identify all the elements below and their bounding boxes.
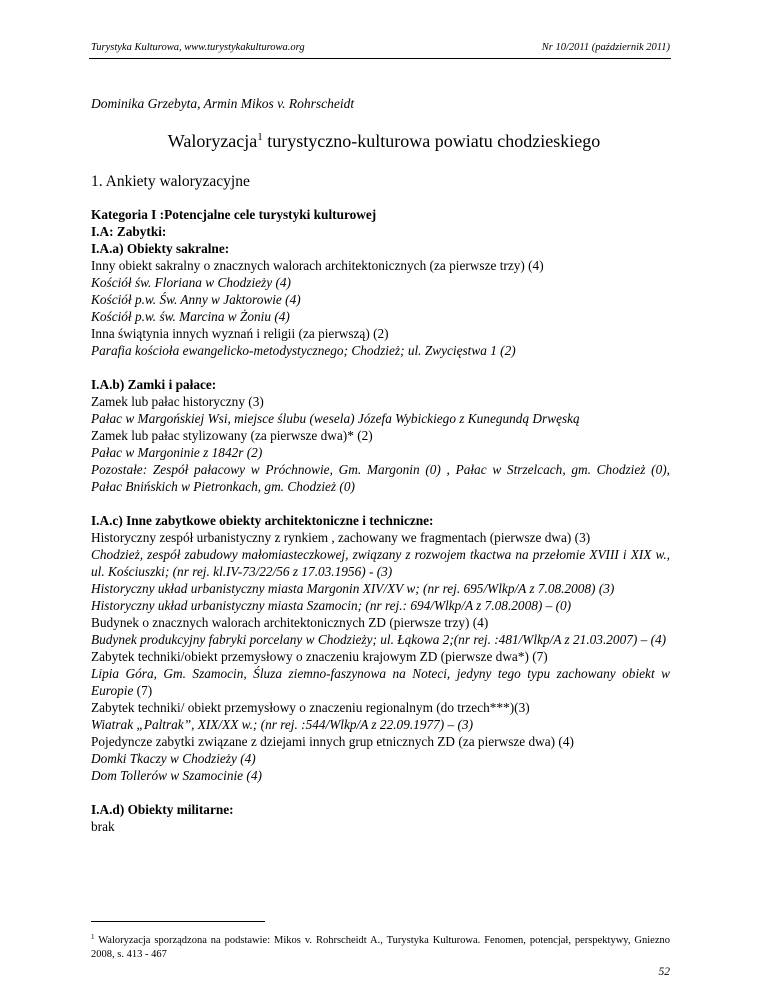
category-heading: Kategoria I :Potencjalne cele turystyki kulturowej [91, 207, 377, 222]
object-line: Parafia kościoła ewangelicko-metodystycznego; Chodzież; ul. Zwycięstwa 1 (2) [91, 343, 516, 358]
footnote-text: Waloryzacja sporządzona na podstawie: Mikos v. Rohrscheidt A., Turystyka Kulturowa. Fenomen, potencjał, perspektywy, Gniezno 2008, s. 413 - 467 [91, 935, 670, 960]
header-journal: Turystyka Kulturowa, www.turystykakulturowa.org [91, 42, 305, 53]
object-line-mixed [91, 665, 670, 699]
subsection-heading-a: I.A.a) Obiekty sakralne: [91, 241, 230, 256]
title-text-2: turystyczno-kulturowa powiatu chodzieskiego [262, 131, 601, 151]
criterion-line: Zamek lub pałac stylizowany (za pierwsze dwa)* (2) [91, 428, 373, 443]
footnote [91, 931, 670, 961]
header-issue: Nr 10/2011 (październik 2011) [541, 42, 670, 53]
object-line: Historyczny układ urbanistyczny miasta Szamocin; (nr rej.: 694/Wlkp/A z 7.08.2008) – (0) [91, 598, 572, 613]
subsection-heading-d: I.A.d) Obiekty militarne: [91, 802, 234, 817]
object-line: Pozostałe: Zespół pałacowy w Próchnowie, Gm. Margonin (0) , Pałac w Strzelcach, gm. Chodzież (0), Pałac Bnińskich w Pietronkach, gm. Chodzież (0) [91, 462, 670, 494]
object-line: Kościół p.w. św. Marcina w Żoniu (4) [91, 309, 290, 324]
footnote-rule [91, 921, 265, 922]
authors: Dominika Grzebyta, Armin Mikos v. Rohrscheidt [91, 96, 355, 111]
object-line: Dom Tollerów w Szamocinie (4) [91, 768, 262, 783]
section-heading: 1. Ankiety waloryzacyjne [91, 173, 250, 190]
object-line: Pałac w Margońskiej Wsi, miejsce ślubu (wesela) Józefa Wybickiego z Kunegundą Drwęską [91, 411, 580, 426]
body-text [91, 206, 670, 835]
footnote-ref[interactable]: 1 [257, 131, 263, 143]
article-title [0, 131, 768, 152]
criterion-line: Inny obiekt sakralny o znacznych walorach architektonicznych (za pierwsze trzy) (4) [91, 258, 544, 273]
footnote-number: 1 [91, 933, 95, 941]
criterion-line: Zabytek techniki/ obiekt przemysłowy o znaczeniu regionalnym (do trzech***)(3) [91, 700, 530, 715]
object-line: Kościół p.w. Św. Anny w Jaktorowie (4) [91, 292, 301, 307]
criterion-line: brak [91, 819, 115, 834]
object-line: Budynek produkcyjny fabryki porcelany w Chodzieży; ul. Łąkowa 2;(nr rej. :481/Wlkp/A z 21.03.2007) – (4) [91, 632, 667, 647]
object-text: Lipia Góra, Gm. Szamocin, Śluza ziemno-faszynowa na Noteci, jedyny tego typu zachowany obiekt w Europie [91, 666, 670, 698]
criterion-line: Inna świątynia innych wyznań i religii (za pierwszą) (2) [91, 326, 389, 341]
title-text-1: Waloryzacja [167, 131, 258, 151]
object-score: (7) [133, 683, 153, 698]
object-line: Historyczny układ urbanistyczny miasta Margonin XIV/XV w; (nr rej. 695/Wlkp/A z 7.08.2008) (3) [91, 581, 615, 596]
object-line: Pałac w Margoninie z 1842r (2) [91, 445, 263, 460]
criterion-line: Pojedyncze zabytki związane z dziejami innych grup etnicznych ZD (za pierwsze dwa) (4) [91, 734, 574, 749]
page-number: 52 [658, 966, 670, 978]
object-line: Kościół św. Floriana w Chodzieży (4) [91, 275, 291, 290]
subsection-heading-c: I.A.c) Inne zabytkowe obiekty architektoniczne i techniczne: [91, 513, 434, 528]
criterion-line: Historyczny zespół urbanistyczny z rynkiem , zachowany we fragmentach (pierwsze dwa) (3) [91, 530, 591, 545]
subsection-heading-b: I.A.b) Zamki i pałace: [91, 377, 217, 392]
criterion-line: Zabytek techniki/obiekt przemysłowy o znaczeniu krajowym ZD (pierwsze dwa*) (7) [91, 649, 548, 664]
criterion-line: Budynek o znacznych walorach architektonicznych ZD (pierwsze trzy) (4) [91, 615, 489, 630]
subcategory-heading: I.A: Zabytki: [91, 224, 167, 239]
object-line: Domki Tkaczy w Chodzieży (4) [91, 751, 256, 766]
criterion-line: Zamek lub pałac historyczny (3) [91, 394, 264, 409]
running-header [91, 42, 670, 58]
object-line: Chodzież, zespół zabudowy małomiasteczkowej, związany z rozwojem tkactwa na przełomie XVIII i XIX w., ul. Kościuszki; (nr rej. kl.IV-73/22/56 z 17.03.1956) - (3) [91, 547, 670, 579]
object-line: Wiatrak „Paltrak”, XIX/XX w.; (nr rej. :544/Wlkp/A z 22.09.1977) – (3) [91, 717, 473, 732]
header-rule [89, 58, 671, 59]
